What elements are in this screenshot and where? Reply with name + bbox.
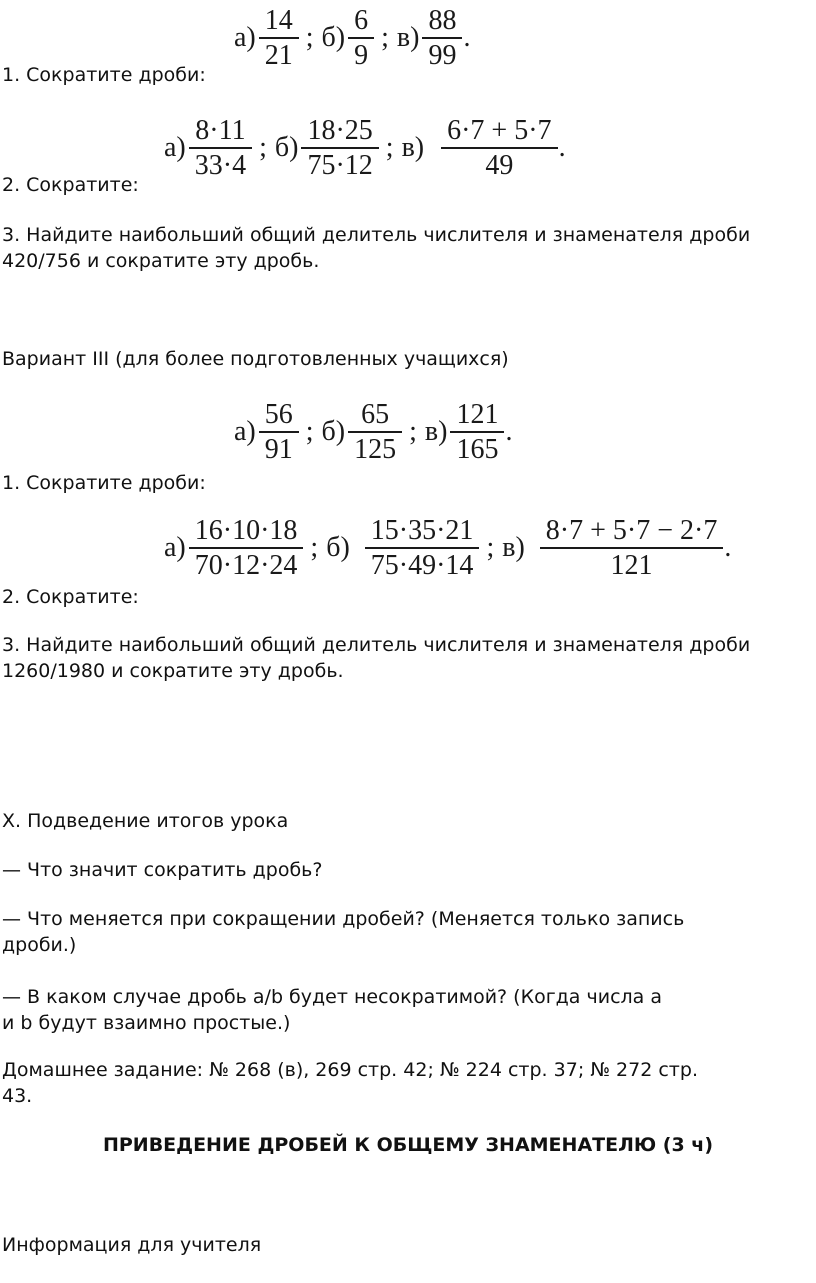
fraction xyxy=(368,516,477,581)
fraction xyxy=(304,116,375,181)
denominator: 75·49·14 xyxy=(365,547,480,580)
label-v: в) xyxy=(396,22,420,54)
homework-line2: 43. xyxy=(2,1085,33,1107)
v2-task1-fractions xyxy=(232,6,470,71)
numerator: 14 xyxy=(264,5,293,36)
label-a: а) xyxy=(234,416,256,448)
numerator: 6·7 + 5·7 xyxy=(447,115,552,146)
v3-task1-fractions xyxy=(232,400,512,465)
fraction xyxy=(543,516,721,581)
numerator: 6 xyxy=(354,5,369,36)
label-a: а) xyxy=(164,132,186,164)
v2-task3-line1: 3. Найдите наибольший общий делитель числителя и знаменателя дроби xyxy=(2,224,751,246)
denominator: 125 xyxy=(348,431,402,464)
separator: ; xyxy=(259,132,267,164)
homework-line1: Домашнее задание: № 268 (в), 269 стр. 42; № 224 стр. 37; № 272 стр. xyxy=(2,1059,698,1081)
fraction xyxy=(192,516,301,581)
label-b: б) xyxy=(321,22,346,54)
fraction xyxy=(192,116,249,181)
separator: ; xyxy=(381,22,389,54)
numerator: 88 xyxy=(428,5,457,36)
label-v: в) xyxy=(502,532,525,564)
numerator: 65 xyxy=(361,399,390,430)
v3-task3-line2: 1260/1980 и сократите эту дробь. xyxy=(2,660,344,682)
denominator: 121 xyxy=(540,547,724,580)
denominator: 49 xyxy=(441,147,557,180)
v3-task2-label: 2. Сократите: xyxy=(2,586,139,608)
v3-task3-line1: 3. Найдите наибольший общий делитель числителя и знаменателя дроби xyxy=(2,634,751,656)
denominator: 9 xyxy=(348,37,374,70)
summary-question-3-line2: и b будут взаимно простые.) xyxy=(2,1012,291,1034)
label-b: б) xyxy=(274,132,299,164)
denominator: 33·4 xyxy=(189,147,252,180)
numerator: 56 xyxy=(264,399,293,430)
label-v: в) xyxy=(401,132,425,164)
separator: ; xyxy=(385,132,394,164)
period: . xyxy=(463,22,471,54)
denominator: 99 xyxy=(422,37,462,70)
separator: ; xyxy=(409,416,417,448)
v3-task2-fractions xyxy=(162,516,731,581)
label-a: а) xyxy=(164,532,186,564)
fraction xyxy=(351,6,371,71)
separator: ; xyxy=(305,416,314,448)
separator: ; xyxy=(310,532,319,564)
denominator: 21 xyxy=(259,37,299,70)
label-a: а) xyxy=(234,22,256,54)
summary-heading: X. Подведение итогов урока xyxy=(2,810,289,832)
period: . xyxy=(724,532,732,564)
numerator: 18·25 xyxy=(307,115,373,146)
teacher-info: Информация для учителя xyxy=(2,1234,262,1256)
v2-task2-label: 2. Сократите: xyxy=(2,174,139,196)
summary-question-1: — Что значит сократить дробь? xyxy=(2,859,323,881)
fraction xyxy=(262,400,296,465)
v2-task1-label: 1. Сократите дроби: xyxy=(2,64,206,86)
numerator: 8·7 + 5·7 − 2·7 xyxy=(545,515,718,546)
denominator: 91 xyxy=(259,431,299,464)
fraction xyxy=(453,400,501,465)
label-b: б) xyxy=(321,416,346,448)
v3-task1-label: 1. Сократите дроби: xyxy=(2,472,206,494)
fraction xyxy=(425,6,459,71)
numerator: 15·35·21 xyxy=(370,515,474,546)
section-title: ПРИВЕДЕНИЕ ДРОБЕЙ К ОБЩЕМУ ЗНАМЕНАТЕЛЮ (3 ч) xyxy=(102,1134,714,1156)
variant3-heading: Вариант III (для более подготовленных учащихся) xyxy=(2,348,509,370)
denominator: 165 xyxy=(450,431,504,464)
fraction xyxy=(351,400,399,465)
numerator: 16·10·18 xyxy=(194,515,298,546)
fraction xyxy=(444,116,554,181)
fraction xyxy=(262,6,296,71)
period: . xyxy=(505,416,513,448)
separator: ; xyxy=(486,532,495,564)
denominator: 70·12·24 xyxy=(189,547,304,580)
summary-question-3-line1: — В каком случае дробь a/b будет несократимой? (Когда числа a xyxy=(2,986,662,1008)
label-v: в) xyxy=(424,416,448,448)
summary-question-2-line2: дроби.) xyxy=(2,934,77,956)
denominator: 75·12 xyxy=(301,147,378,180)
v2-task2-fractions xyxy=(162,116,566,181)
summary-question-2-line1: — Что меняется при сокращении дробей? (Меняется только запись xyxy=(2,908,685,930)
numerator: 8·11 xyxy=(195,115,246,146)
numerator: 121 xyxy=(456,399,499,430)
v2-task3-line2: 420/756 и сократите эту дробь. xyxy=(2,250,320,272)
separator: ; xyxy=(305,22,314,54)
label-b: б) xyxy=(326,532,350,564)
period: . xyxy=(558,132,566,164)
